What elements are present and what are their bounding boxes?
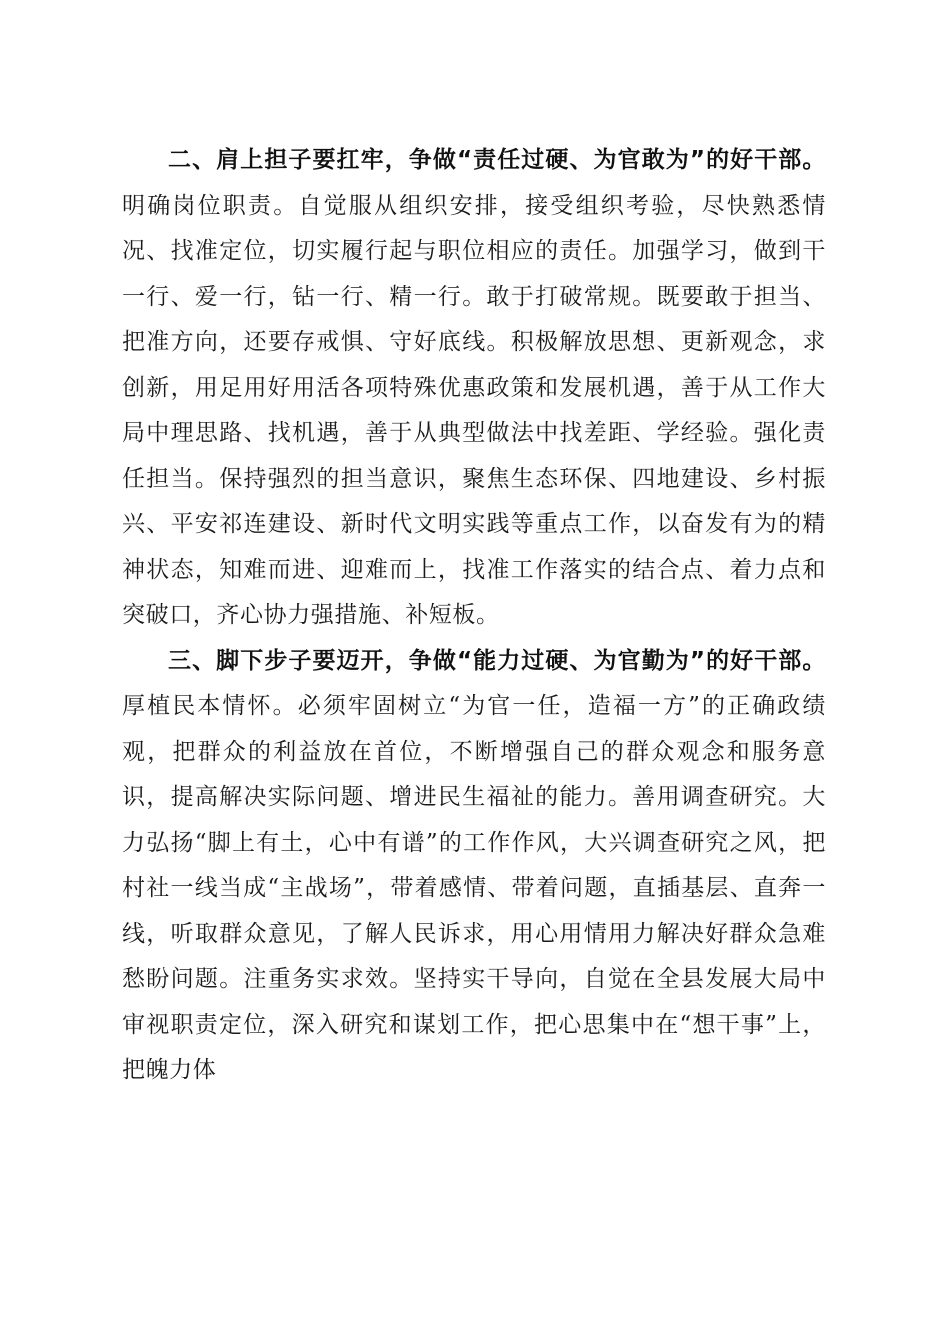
paragraph-section-two	[122, 138, 826, 639]
section-three-heading: 三、脚下步子要迈开，争做“能力过硬、为官勤为”的好干部。	[168, 647, 826, 674]
section-two-heading: 二、肩上担子要扛牢，争做“责任过硬、为官敢为”的好干部。	[168, 147, 826, 173]
section-three-body: 厚植民本情怀。必须牢固树立“为官一任，造福一方”的正确政绩观，把群众的利益放在首位，不断增强自己的群众观念和服务意识，提高解决实际问题、增进民生福祉的能力。善用调查研究。大力弘扬“脚上有土，心中有谱”的工作作风，大兴调查研究之风，把村社一线当成“主战场”，带着感情、带着问题，直插基层、直奔一线，听取群众意见，了解人民诉求，用心用情用力解决好群众急难愁盼问题。注重务实求效。坚持实干导向，自觉在全县发展大局中审视职责定位，深入研究和谋划工作，把心思集中在“想干事”上，把魄力体	[122, 693, 826, 1083]
document-body	[122, 138, 826, 1094]
paragraph-section-three	[122, 639, 826, 1094]
section-two-body: 明确岗位职责。自觉服从组织安排，接受组织考验，尽快熟悉情况、找准定位，切实履行起与职位相应的责任。加强学习，做到干一行、爱一行，钻一行、精一行。敢于打破常规。既要敢于担当、把准方向，还要存戒惧、守好底线。积极解放思想、更新观念，求创新，用足用好用活各项特殊优惠政策和发展机遇，善于从工作大局中理思路、找机遇，善于从典型做法中找差距、学经验。强化责任担当。保持强烈的担当意识，聚焦生态环保、四地建设、乡村振兴、平安祁连建设、新时代文明实践等重点工作，以奋发有为的精神状态，知难而进、迎难而上，找准工作落实的结合点、着力点和突破口，齐心协力强措施、补短板。	[122, 192, 826, 628]
